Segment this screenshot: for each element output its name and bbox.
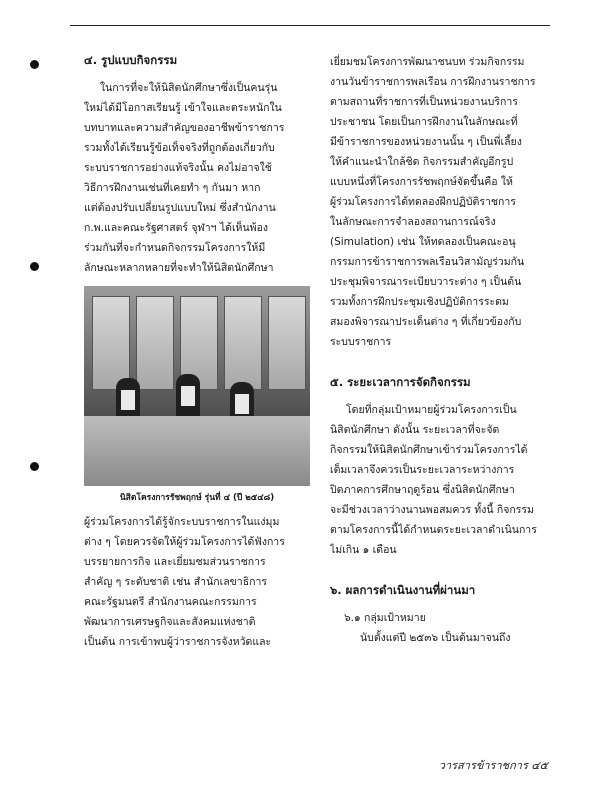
text-line: (Simulation) เช่น ให้ทดลองเป็นคณะอนุ bbox=[330, 236, 516, 248]
section-6-heading: ๖. ผลการดำเนินงานที่ผ่านมา bbox=[330, 583, 476, 597]
window-pane bbox=[92, 296, 130, 390]
text-line: ตามสถานที่ราชการที่เป็นหน่วยงานบริการ bbox=[330, 96, 518, 108]
text-line: มีข้าราชการของหน่วยงานนั้น ๆ เป็นพี่เลี้ยง bbox=[330, 136, 522, 148]
section-4-paragraph-2 bbox=[84, 512, 310, 652]
text-line: บทบาทและความสำคัญของอาชีพข้าราชการ bbox=[84, 122, 285, 134]
text-line: งานวันข้าราชการพลเรือน การฝึกงานราชการ bbox=[330, 76, 536, 88]
section-6-1-subheading: ๖.๑ กลุ่มเป้าหมาย bbox=[344, 612, 426, 624]
text-line: สำคัญ ๆ ระดับชาติ เช่น สำนักเลขาธิการ bbox=[84, 576, 268, 588]
text-line: แบบหนึ่งที่โครงการรัชพฤกษ์จัดขึ้นคือ ให้ bbox=[330, 176, 513, 188]
text-line: พัฒนาการเศรษฐกิจและสังคมแห่งชาติ bbox=[84, 616, 256, 628]
page-footer: วารสารข้าราชการ ๔๕ bbox=[438, 759, 548, 772]
text-line: จะมีช่วงเวลาว่างนานพอสมควร ทั้งนี้ กิจกรรม bbox=[330, 504, 534, 516]
text-line: ระบบราชการอย่างแท้จริงนั้น คงไม่อาจใช้ bbox=[84, 162, 272, 174]
section-5-heading: ๕. ระยะเวลาการจัดกิจกรรม bbox=[330, 375, 471, 389]
right-column bbox=[330, 52, 556, 648]
text-line: ร่วมกันที่จะกำหนดกิจกรรมโครงการให้มี bbox=[84, 242, 266, 254]
text-line: ให้คำแนะนำใกล้ชิด กิจกรรมสำคัญอีกรูป bbox=[330, 156, 514, 168]
section-4-heading: ๔. รูปแบบกิจกรรม bbox=[84, 53, 178, 67]
text-line: ตามโครงการนี้ได้กำหนดระยะเวลาดำเนินการ bbox=[330, 524, 537, 536]
shirt bbox=[235, 394, 249, 414]
text-line: ผู้ร่วมโครงการได้ทดลองฝึกปฏิบัติราชการ bbox=[330, 196, 516, 208]
text-line: ปิดภาคการศึกษาฤดูร้อน ซึ่งนิสิตนักศึกษา bbox=[330, 484, 515, 496]
text-line: เป็นต้น การเข้าพบผู้ว่าราชการจังหวัดและ bbox=[84, 636, 272, 648]
section-4-paragraph-3 bbox=[330, 52, 556, 352]
text-line: กิจกรรมให้นิสิตนักศึกษาเข้าร่วมโครงการได้ bbox=[330, 444, 528, 456]
header-rule bbox=[70, 25, 550, 26]
text-line: นิสิตนักศึกษา ดังนั้น ระยะเวลาที่จะจัด bbox=[330, 424, 500, 436]
text-line: เต็มเวลาจึงควรเป็นระยะเวลาระหว่างการ bbox=[330, 464, 515, 476]
text-line: แต่ต้องปรับเปลี่ยนรูปแบบใหม่ ซึ่งสำนักงาน bbox=[84, 202, 276, 214]
punch-hole-lower bbox=[30, 462, 39, 471]
text-line: รวมทั้งการฝึกประชุมเชิงปฏิบัติการระดม bbox=[330, 296, 509, 308]
text-line: ก.พ.และคณะรัฐศาสตร์ จุฬาฯ ได้เห็นพ้อง bbox=[84, 222, 269, 234]
text-line: ผู้ร่วมโครงการได้รู้จักระบบราชการในแง่มุม bbox=[84, 516, 280, 528]
text-line: คณะรัฐมนตรี สำนักงานคณะกรรมการ bbox=[84, 596, 257, 608]
text-line: โดยที่กลุ่มเป้าหมายผู้ร่วมโครงการเป็น bbox=[346, 404, 517, 416]
text-line: ประชุมพิจารณาระเบียบวาระต่าง ๆ เป็นต้น bbox=[330, 276, 522, 288]
text-line: ในลักษณะการจำลองสถานการณ์จริง bbox=[330, 216, 496, 228]
shirt bbox=[181, 386, 195, 406]
punch-hole-middle bbox=[30, 262, 39, 271]
text-line: ลักษณะหลากหลายที่จะทำให้นิสิตนักศึกษา bbox=[84, 262, 274, 274]
text-line: สมองพิจารณาประเด็นต่าง ๆ ที่เกี่ยวข้องกับ bbox=[330, 316, 522, 328]
text-line: วิธีการฝึกงานเช่นที่เคยทำ ๆ กันมา หาก bbox=[84, 182, 261, 194]
text-line: ประชาชน โดยเป็นการฝึกงานในลักษณะที่ bbox=[330, 116, 518, 128]
text-line: กรรมการข้าราชการพลเรือนวิสามัญร่วมกัน bbox=[330, 256, 525, 268]
left-column bbox=[84, 52, 310, 652]
window-pane bbox=[224, 296, 262, 390]
text-line: ไม่เกิน ๑ เดือน bbox=[330, 544, 397, 556]
window-pane bbox=[136, 296, 174, 390]
photo-caption: นิสิตโครงการรัชพฤกษ์ รุ่นที่ ๔ (ปี ๒๕๔๘) bbox=[119, 493, 275, 503]
text-line: ระบบราชการ bbox=[330, 336, 392, 348]
section-4-paragraph-1 bbox=[84, 78, 310, 278]
text-line: ต่าง ๆ โดยควรจัดให้ผู้ร่วมโครงการได้ฟังการ bbox=[84, 536, 285, 548]
text-line: บรรยายการกิจ และเยี่ยมชมส่วนราชการ bbox=[84, 556, 266, 568]
text-line: ใหม่ได้มีโอกาสเรียนรู้ เข้าใจและตระหนักใน bbox=[84, 102, 282, 114]
section-6-1-line: นับตั้งแต่ปี ๒๕๓๖ เป็นต้นมาจนถึง bbox=[360, 632, 511, 644]
section-5-paragraph bbox=[330, 400, 556, 560]
window-pane bbox=[268, 296, 306, 390]
text-line: เยี่ยมชมโครงการพัฒนาชนบท ร่วมกิจกรรม bbox=[330, 56, 525, 68]
text-line: รวมทั้งได้เรียนรู้ข้อเท็จจริงที่ถูกต้องเกี่ยวกับ bbox=[84, 142, 275, 154]
conference-table bbox=[84, 416, 310, 486]
text-line: ในการที่จะให้นิสิตนักศึกษาซึ่งเป็นคนรุ่น bbox=[100, 82, 278, 94]
punch-hole-top bbox=[30, 60, 39, 69]
shirt bbox=[121, 390, 135, 410]
meeting-photo bbox=[84, 286, 310, 486]
